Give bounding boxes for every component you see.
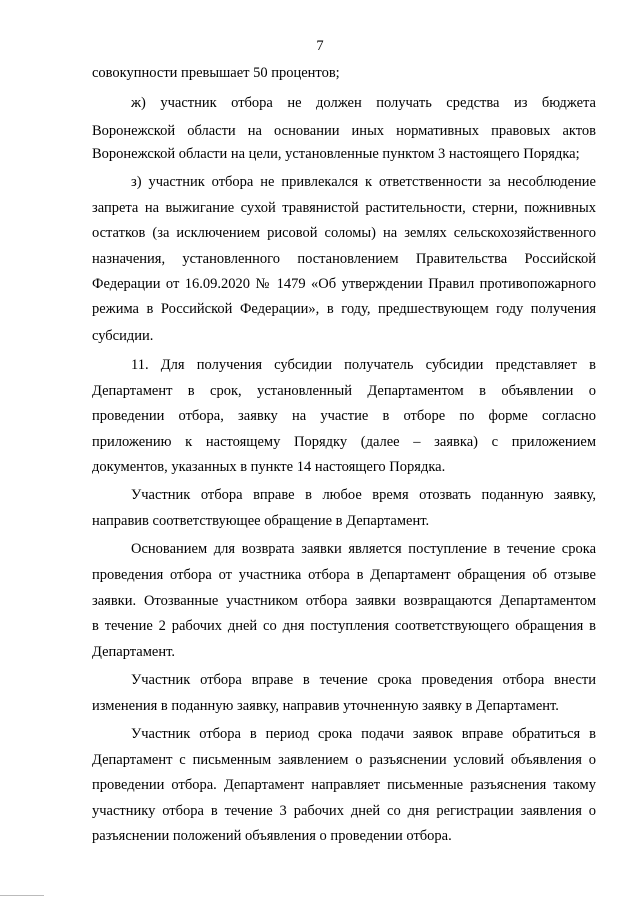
text-line: Федерации от 16.09.2020 № 1479 «Об утверждении Правил противопожарного xyxy=(92,276,596,292)
text-line: назначения, установленного постановлением Правительства Российской xyxy=(92,251,596,267)
text-line: з) участник отбора не привлекался к ответственности за несоблюдение xyxy=(131,174,596,190)
text-line: изменения в поданную заявку, направив уточненную заявку в Департамент. xyxy=(92,698,559,714)
text-line: Участник отбора вправе в течение срока проведения отбора внести xyxy=(131,672,596,688)
text-line: Участник отбора в период срока подачи заявок вправе обратиться в xyxy=(131,726,596,742)
text-line: Воронежской области на цели, установленные пунктом 3 настоящего Порядка; xyxy=(92,146,580,162)
text-line: разъяснении положений объявления о проведении отбора. xyxy=(92,828,452,844)
text-line: запрета на выжигание сухой травянистой растительности, стерни, пожнивных xyxy=(92,200,596,216)
text-line: режима в Российской Федерации», в году, предшествующем году получения xyxy=(92,301,596,317)
text-line: Основанием для возврата заявки является поступление в течение срока xyxy=(131,541,596,557)
text-line: Воронежской области на основании иных нормативных правовых актов xyxy=(92,123,596,139)
text-line: проведении отбора. Департамент направляет письменные разъяснения такому xyxy=(92,777,596,793)
text-line: Департамент с письменным заявлением о разъяснении условий объявления о xyxy=(92,752,596,768)
page-number: 7 xyxy=(316,38,324,54)
text-line: остатков (за исключением рисовой соломы) на землях сельскохозяйственного xyxy=(92,225,596,241)
text-line: направив соответствующее обращение в Департамент. xyxy=(92,513,430,529)
text-line: Департамент в срок, установленный Департаментом в объявлении о xyxy=(92,383,596,399)
text-line: ж) участник отбора не должен получать средства из бюджета xyxy=(131,95,596,111)
text-line: в течение 2 рабочих дней со дня поступления соответствующего обращения в xyxy=(92,618,596,634)
text-line: заявки. Отозванные участником отбора заявки возвращаются Департаментом xyxy=(92,593,596,609)
text-line: приложению к настоящему Порядку (далее – заявка) с приложением xyxy=(92,434,596,450)
text-line: совокупности превышает 50 процентов; xyxy=(92,65,340,81)
text-line: документов, указанных в пункте 14 настоящего Порядка. xyxy=(92,459,446,475)
footer-rule xyxy=(0,895,44,896)
text-line: проведении отбора, заявку на участие в отборе по форме согласно xyxy=(92,408,596,424)
text-line: участнику отбора в течение 3 рабочих дней со дня регистрации заявления о xyxy=(92,803,596,819)
text-line: проведения отбора от участника отбора в Департамент обращения об отзыве xyxy=(92,567,596,583)
text-line: 11. Для получения субсидии получатель субсидии представляет в xyxy=(131,357,596,373)
text-line: Участник отбора вправе в любое время отозвать поданную заявку, xyxy=(131,487,596,503)
text-line: субсидии. xyxy=(92,328,154,344)
text-line: Департамент. xyxy=(92,644,175,660)
